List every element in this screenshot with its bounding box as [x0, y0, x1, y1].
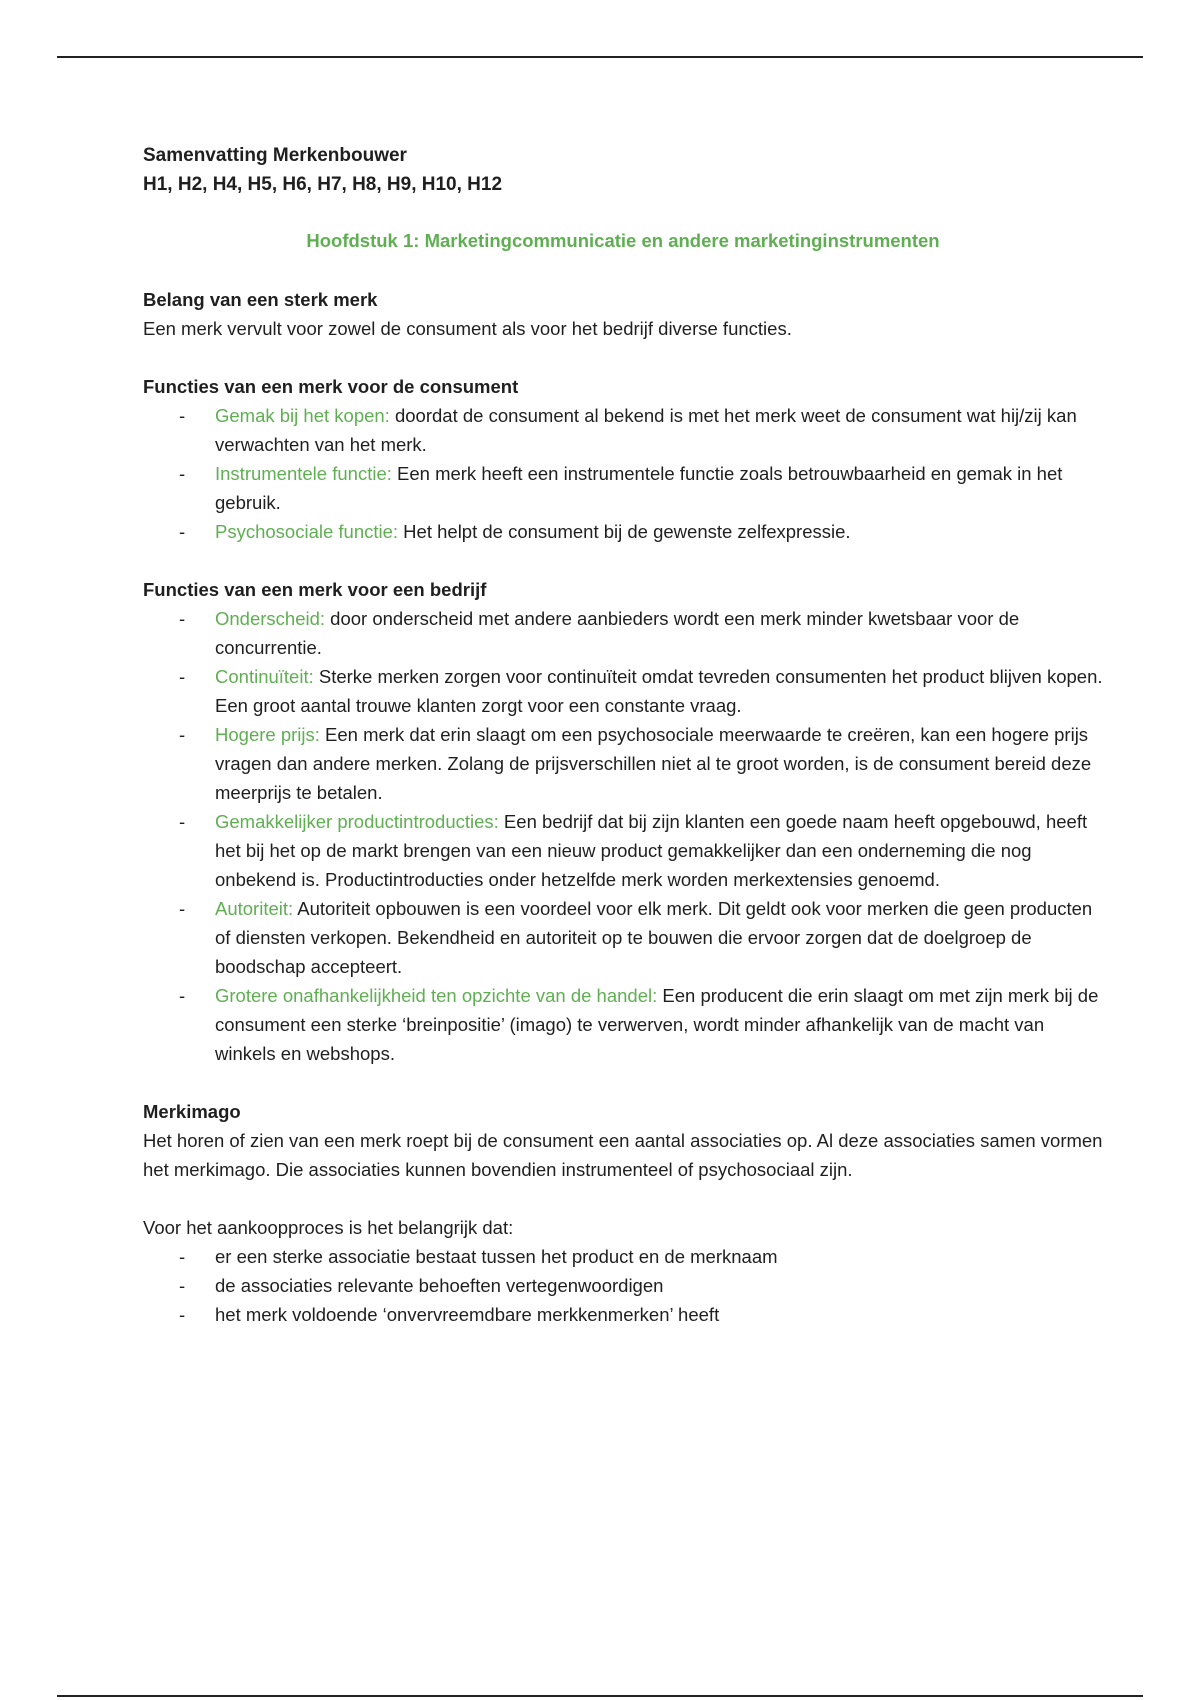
- list-item-text: Autoriteit opbouwen is een voordeel voor elk merk. Dit geldt ook voor merken die geen producten of diensten verkopen. Bekendheid en autoriteit op te bouwen die ervoor zorgen dat de doelgroep de boodschap accepteert.: [215, 898, 1093, 977]
- list-item: [143, 807, 1103, 894]
- aankoopproces-list: [143, 1242, 1103, 1329]
- list-item: [143, 894, 1103, 981]
- list-item-term: Onderscheid:: [215, 608, 326, 629]
- list-item-term: Grotere onafhankelijkheid ten opzichte van de handel:: [215, 985, 658, 1006]
- bullet-dash: -: [179, 898, 186, 919]
- bullet-dash: -: [179, 1275, 186, 1296]
- list-item-text: door onderscheid met andere aanbieders wordt een merk minder kwetsbaar voor de concurrentie.: [215, 608, 1020, 658]
- bullet-dash: -: [179, 463, 186, 484]
- bedrijf-functions-list: [143, 604, 1103, 1068]
- spacer: [143, 1184, 1103, 1213]
- list-item-term: Instrumentele functie:: [215, 463, 392, 484]
- list-item: [143, 401, 1103, 459]
- list-item: [143, 459, 1103, 517]
- bullet-dash: -: [179, 1304, 186, 1325]
- aankoopproces-intro: Voor het aankoopproces is het belangrijk dat:: [143, 1217, 514, 1238]
- list-item: [143, 517, 1103, 546]
- list-item-term: Gemakkelijker productintroducties:: [215, 811, 499, 832]
- document-page: [143, 141, 1103, 1329]
- list-item-text: Een producent die erin slaagt om met zijn merk bij de consument een sterke ‘breinpositie’ (imago) te verwerven, wordt minder afhankelijk van de macht van winkels en webshops.: [215, 985, 1099, 1064]
- bullet-dash: -: [179, 811, 186, 832]
- section-heading-merkimago: Merkimago: [143, 1101, 241, 1122]
- list-item-term: Hogere prijs:: [215, 724, 320, 745]
- section-heading-consument: Functies van een merk voor de consument: [143, 376, 519, 397]
- list-item: [143, 720, 1103, 807]
- section-heading-bedrijf: Functies van een merk voor een bedrijf: [143, 579, 487, 600]
- list-item-text: de associaties relevante behoeften vertegenwoordigen: [215, 1275, 664, 1296]
- chapters-line: H1, H2, H4, H5, H6, H7, H8, H9, H10, H12: [143, 174, 503, 195]
- list-item: [143, 662, 1103, 720]
- document-title: Samenvatting Merkenbouwer: [143, 145, 407, 166]
- section-heading-belang: Belang van een sterk merk: [143, 289, 378, 310]
- list-item-text: het merk voldoende ‘onvervreemdbare merkkenmerken’ heeft: [215, 1304, 720, 1325]
- spacer: [143, 343, 1103, 372]
- list-item: [143, 1242, 1103, 1271]
- list-item-text: Een merk dat erin slaagt om een psychosociale meerwaarde te creëren, kan een hogere prijs vragen dan andere merken. Zolang de prijsverschillen niet al te groot worden, is de consument bereid deze meerprijs te betalen.: [215, 724, 1092, 803]
- list-item-term: Autoriteit:: [215, 898, 294, 919]
- bullet-dash: -: [179, 1246, 186, 1267]
- bullet-dash: -: [179, 608, 186, 629]
- bullet-dash: -: [179, 666, 186, 687]
- bullet-dash: -: [179, 405, 186, 426]
- bullet-dash: -: [179, 724, 186, 745]
- list-item-term: Psychosociale functie:: [215, 521, 399, 542]
- list-item: [143, 981, 1103, 1068]
- section-text-belang: Een merk vervult voor zowel de consument als voor het bedrijf diverse functies.: [143, 318, 792, 339]
- spacer: [143, 1068, 1103, 1097]
- list-item-text: Het helpt de consument bij de gewenste zelfexpressie.: [398, 521, 851, 542]
- list-item: [143, 1271, 1103, 1300]
- list-item-term: Continuïteit:: [215, 666, 314, 687]
- bullet-dash: -: [179, 521, 186, 542]
- chapter-heading: Hoofdstuk 1: Marketingcommunicatie en andere marketinginstrumenten: [306, 230, 940, 251]
- bottom-rule: [57, 1695, 1143, 1697]
- spacer: [143, 546, 1103, 575]
- section-text-merkimago: Het horen of zien van een merk roept bij de consument een aantal associaties op. Al deze associaties samen vormen het merkimago. Die associaties kunnen bovendien instrumenteel of psychosociaal zijn.: [143, 1130, 1103, 1180]
- list-item-text: Een bedrijf dat bij zijn klanten een goede naam heeft opgebouwd, heeft het bij het op de markt brengen van een nieuw product gemakkelijker dan een onderneming die nog onbekend is. Productintroducties onder hetzelfde merk worden merkextensies genoemd.: [215, 811, 1088, 890]
- list-item-text: Sterke merken zorgen voor continuïteit omdat tevreden consumenten het product blijven kopen. Een groot aantal trouwe klanten zorgt voor een constante vraag.: [215, 666, 1103, 716]
- list-item-term: Gemak bij het kopen:: [215, 405, 390, 426]
- list-item-text: Een merk heeft een instrumentele functie zoals betrouwbaarheid en gemak in het gebruik.: [215, 463, 1063, 513]
- bullet-dash: -: [179, 985, 186, 1006]
- consument-functions-list: [143, 401, 1103, 546]
- top-rule: [57, 56, 1143, 58]
- list-item: [143, 604, 1103, 662]
- list-item-text: doordat de consument al bekend is met het merk weet de consument wat hij/zij kan verwachten van het merk.: [215, 405, 1077, 455]
- list-item-text: er een sterke associatie bestaat tussen het product en de merknaam: [215, 1246, 778, 1267]
- list-item: [143, 1300, 1103, 1329]
